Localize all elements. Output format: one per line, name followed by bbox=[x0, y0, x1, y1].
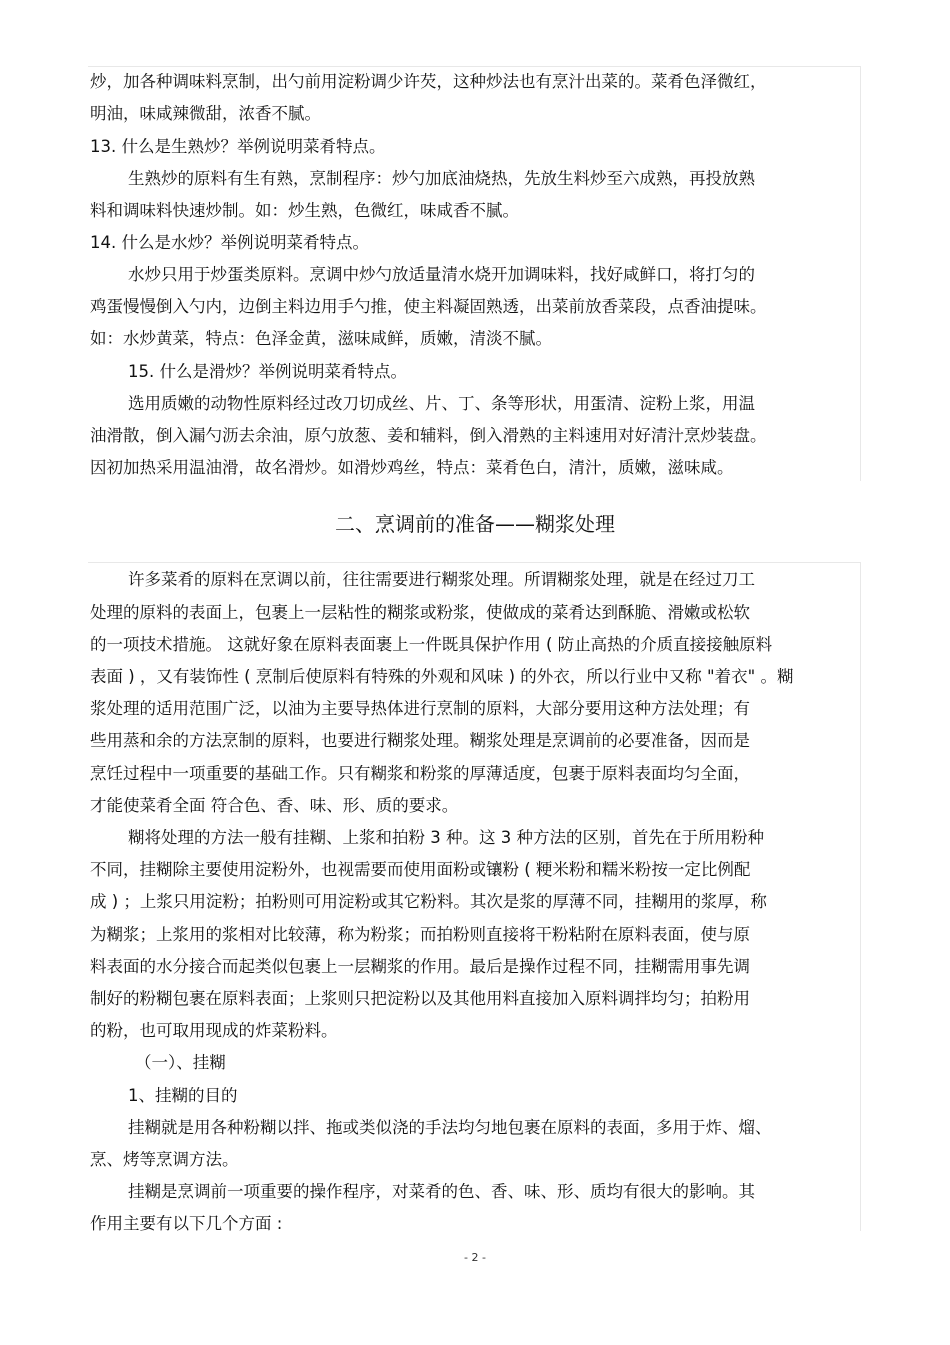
paragraph-line: 炒，加各种调味料烹制，出勺前用淀粉调少许芡，这种炒法也有烹汁出菜的。菜肴色泽微红， bbox=[90, 72, 767, 91]
question-heading: 15. 什么是滑炒？举例说明菜肴特点。 bbox=[128, 362, 407, 381]
paragraph-line: 挂糊是烹调前一项重要的操作程序，对菜肴的色、香、味、形、质均有很大的影响。其 bbox=[128, 1182, 755, 1201]
paragraph-line: 因初加热采用温油滑，故名滑炒。如滑炒鸡丝，特点：菜肴色白，清汁，质嫩，滋味咸。 bbox=[90, 458, 734, 477]
paragraph-line: 明油，味咸辣微甜，浓香不腻。 bbox=[90, 104, 321, 123]
paragraph-line: 糊将处理的方法一般有挂糊、上浆和拍粉 3 种。这 3 种方法的区别，首先在于所用粉种 bbox=[128, 828, 764, 847]
paragraph-line: 的粉，也可取用现成的炸菜粉料。 bbox=[90, 1021, 338, 1040]
question-heading: 14. 什么是水炒？举例说明菜肴特点。 bbox=[90, 233, 369, 252]
paragraph-line: 才能使菜肴全面 符合色、香、味、形、质的要求。 bbox=[90, 796, 459, 815]
paragraph-line: 些用蒸和余的方法烹制的原料，也要进行糊浆处理。糊浆处理是烹调前的必要准备，因而是 bbox=[90, 731, 750, 750]
paragraph-line: 如：水炒黄菜，特点：色泽金黄，滋味咸鲜，质嫩，清淡不腻。 bbox=[90, 329, 552, 348]
paragraph-line: 许多菜肴的原料在烹调以前，往往需要进行糊浆处理。所谓糊浆处理，就是在经过刀工 bbox=[128, 570, 755, 589]
paragraph-line: 油滑散，倒入漏勺沥去余油，原勺放葱、姜和辅料，倒入滑熟的主料速用对好清汁烹炒装盘。 bbox=[90, 426, 767, 445]
paragraph-line: 不同，挂糊除主要使用淀粉外，也视需要而使用面粉或镶粉 ( 粳米粉和糯米粉按一定比例配 bbox=[90, 860, 751, 879]
paragraph-line: 烹、烤等烹调方法。 bbox=[90, 1150, 239, 1169]
subsection-heading: （一）、挂糊 bbox=[135, 1053, 226, 1072]
paragraph-line: 处理的原料的表面上，包裹上一层粘性的糊浆或粉浆，使做成的菜肴达到酥脆、滑嫩或松软 bbox=[90, 603, 750, 622]
paragraph-line: 浆处理的适用范围广泛，以油为主要导热体进行烹制的原料，大部分要用这种方法处理；有 bbox=[90, 699, 750, 718]
question-heading: 13. 什么是生熟炒？举例说明菜肴特点。 bbox=[90, 137, 386, 156]
paragraph-line: 作用主要有以下几个方面 : bbox=[90, 1214, 283, 1233]
subsection-heading: 1、挂糊的目的 bbox=[128, 1086, 238, 1105]
paragraph-line: 鸡蛋慢慢倒入勺内，边倒主料边用手勺推，使主料凝固熟透，出菜前放香菜段，点香油提味。 bbox=[90, 297, 767, 316]
paragraph-line: 水炒只用于炒蛋类原料。烹调中炒勺放适量清水烧开加调味料，找好咸鲜口，将打匀的 bbox=[128, 265, 755, 284]
paragraph-line: 生熟炒的原料有生有熟，烹制程序：炒勺加底油烧热，先放生料炒至六成熟，再投放熟 bbox=[128, 169, 755, 188]
paragraph-line: 料表面的水分接合而起类似包裹上一层糊浆的作用。最后是操作过程不同，挂糊需用事先调 bbox=[90, 957, 750, 976]
paragraph-line: 料和调味料快速炒制。如：炒生熟，色微红，味咸香不腻。 bbox=[90, 201, 519, 220]
paragraph-line: 选用质嫩的动物性原料经过改刀切成丝、片、丁、条等形状，用蛋清、淀粉上浆，用温 bbox=[128, 394, 755, 413]
paragraph-line: 成 ) ；上浆只用淀粉；拍粉则可用淀粉或其它粉料。其次是浆的厚薄不同，挂糊用的浆厚，称 bbox=[90, 892, 767, 911]
paragraph-line: 制好的粉糊包裹在原料表面；上浆则只把淀粉以及其他用料直接加入原料调拌均匀；拍粉用 bbox=[90, 989, 750, 1008]
paragraph-line: 表面 ) ，又有装饰性 ( 烹制后使原料有特殊的外观和风味 ) 的外衣，所以行业中又称 "着衣" 。糊 bbox=[90, 667, 794, 686]
paragraph-line: 为糊浆；上浆用的浆相对比较薄，称为粉浆；而拍粉则直接将干粉粘附在原料表面，使与原 bbox=[90, 925, 750, 944]
paragraph-line: 烹饪过程中一项重要的基础工作。只有糊浆和粉浆的厚薄适度，包裹于原料表面均匀全面， bbox=[90, 764, 750, 783]
paragraph-line: 挂糊就是用各种粉糊以拌、拖或类似浇的手法均匀地包裹在原料的表面，多用于炸、熘、 bbox=[128, 1118, 772, 1137]
page-number: - 2 - bbox=[464, 1251, 486, 1264]
section-title: 二、烹调前的准备——糊浆处理 bbox=[335, 512, 615, 536]
paragraph-line: 的一项技术措施。 这就好象在原料表面裹上一件既具保护作用 ( 防止高热的介质直接接触原料 bbox=[90, 635, 773, 654]
